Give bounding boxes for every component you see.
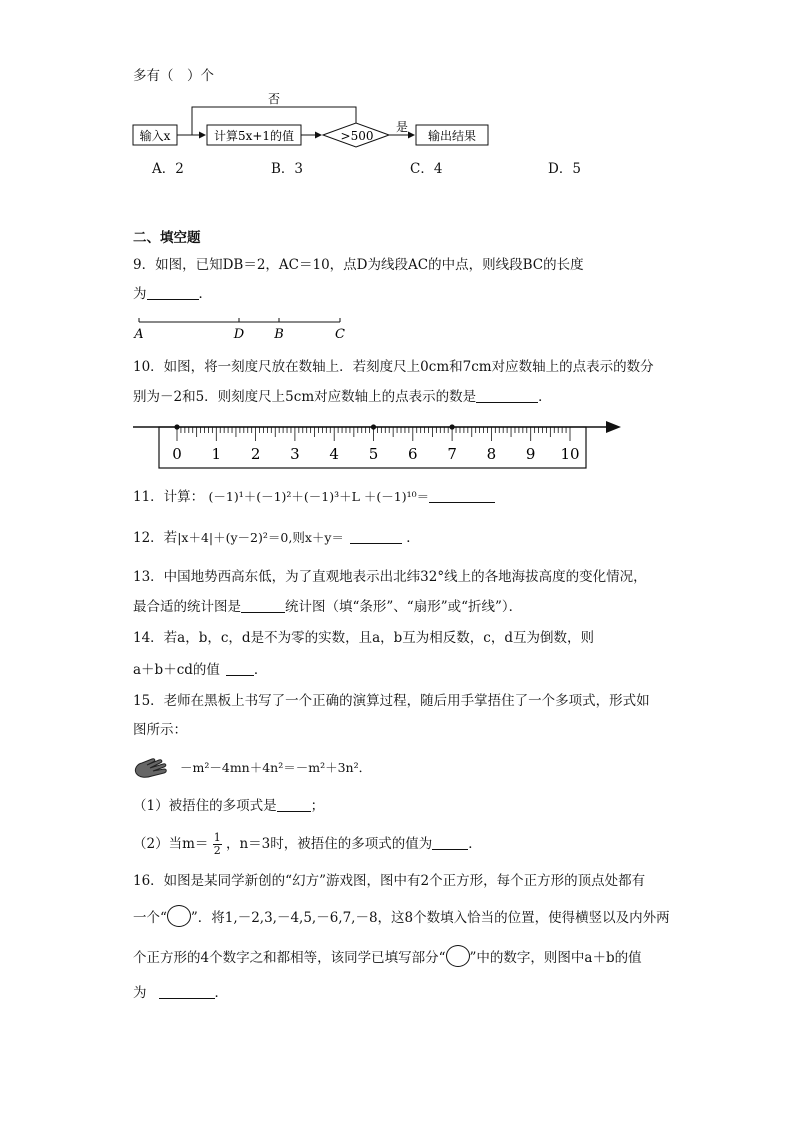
q8-option-c: C．4	[410, 161, 443, 177]
ruler-label-3: 3	[290, 445, 300, 463]
q16-answer-blank[interactable]	[159, 984, 215, 999]
q9-point-d: D	[233, 327, 245, 342]
q16-line4-prefix: 为	[133, 985, 147, 1001]
q13-line2-suffix: 统计图（填“条形”、“扇形”或“折线”）．	[285, 599, 523, 615]
ruler-dot-0	[174, 424, 179, 429]
q12-line	[133, 529, 420, 547]
q10-line2-suffix: ．	[538, 389, 552, 405]
ruler-dot-7	[450, 424, 455, 429]
q11-line	[133, 488, 495, 506]
q9-point-a: A	[134, 327, 144, 342]
q16-line2-a: 一个“	[133, 910, 167, 926]
q9-point-c: C	[335, 327, 345, 342]
q10-line1: 10．如图，将一刻度尺放在数轴上．若刻度尺上0cm和7cm对应数轴上的点表示的数分	[133, 359, 654, 375]
flow-output-label: 输出结果	[427, 129, 477, 143]
q14-line1: 14．若a，b，c，d是不为零的实数，且a，b互为相反数，c，d互为倒数，则	[133, 630, 594, 646]
q15-fraction	[213, 832, 222, 857]
q11-answer-blank[interactable]	[429, 488, 495, 503]
q15-frac-num: 1	[213, 831, 221, 844]
hand-icon	[132, 755, 180, 781]
q13-line1: 13．中国地势西高东低，为了直观地表示出北纬32°线上的各地海拔高度的变化情况，	[133, 569, 647, 585]
ruler-label-9: 9	[525, 445, 536, 463]
number-line-arrow-icon	[606, 421, 621, 433]
q11-prefix: 11．计算：	[133, 489, 205, 505]
q13-line2-prefix: 最合适的统计图是	[133, 599, 241, 615]
q8-option-d: D．5	[548, 161, 581, 177]
q10-line2	[133, 388, 552, 406]
q15-line1: 15．老师在黑板上书写了一个正确的演算过程，随后用手掌捂住了一个多项式，形式如	[133, 693, 650, 709]
q16-line2-b: ”．将1,－2,3,－4,5,－6,7,－8，这8个数填入恰当的位置，使得横竖以及内外两	[190, 910, 670, 926]
q16-line3-a: 个正方形的4个数字之和都相等，该同学已填写部分“	[133, 950, 446, 966]
q9-line2-suffix: ．	[198, 286, 212, 302]
q16-line1: 16．如图是某同学新创的“幻方”游戏图，图中有2个正方形，每个正方形的顶点处都有	[133, 873, 646, 889]
q10-line2-prefix: 别为－2和5．则刻度尺上5cm对应数轴上的点表示的数是	[133, 389, 477, 405]
flow-no-label: 否	[267, 92, 281, 106]
q15-sub1	[133, 797, 324, 815]
q11-expression: (－1)¹＋(－1)²＋(－1)³＋L ＋(－1)¹⁰＝	[208, 489, 430, 504]
q9-point-b: B	[274, 327, 284, 342]
flow-compute-label: 计算5x+1的值	[213, 129, 295, 143]
q10-ruler-figure	[0, 415, 794, 475]
q12-answer-blank[interactable]	[350, 529, 402, 544]
ruler-label-10: 10	[560, 445, 580, 463]
q14-answer-blank[interactable]	[226, 661, 254, 676]
q16-line3-b: ”中的数字，则图中a＋b的值	[469, 950, 642, 966]
flow-input-label: 输入x	[139, 129, 171, 143]
q9-line1: 9．如图，已知DB＝2，AC＝10，点D为线段AC的中点，则线段BC的长度	[133, 257, 584, 273]
ruler-label-8: 8	[486, 445, 497, 463]
ruler-label-4: 4	[329, 445, 339, 463]
section-heading: 二、填空题	[133, 230, 201, 246]
flow-yes-label: 是	[395, 120, 409, 134]
q15-sub1-prefix: （1）被捂住的多项式是	[133, 798, 277, 814]
q15-frac-den: 2	[213, 844, 221, 857]
q12-expression: |x＋4|＋(y－2)²＝0,则x＋y＝	[177, 530, 344, 545]
q8-option-b: B．3	[271, 161, 304, 177]
q10-answer-blank[interactable]	[476, 388, 538, 403]
q15-sub2-suffix: ．	[468, 836, 482, 852]
q12-prefix: 12．若	[133, 530, 178, 546]
circle-icon	[167, 905, 191, 927]
ruler-label-2: 2	[250, 445, 261, 463]
flowchart	[0, 85, 794, 245]
q8-option-a: A．2	[152, 161, 184, 177]
q16-line3	[133, 945, 642, 967]
ruler-label-6: 6	[408, 445, 418, 463]
circle-icon	[446, 945, 470, 967]
q9-segment-figure	[0, 314, 794, 344]
q14-line2-suffix: ．	[253, 662, 268, 678]
flow-decision-label: >500	[340, 129, 374, 143]
q15-sub2-prefix: （2）当m＝	[133, 836, 209, 852]
q13-answer-blank[interactable]	[241, 598, 285, 613]
ruler-label-7: 7	[447, 445, 457, 463]
q9-answer-blank[interactable]	[147, 285, 199, 300]
q15-sub1-suffix: ；	[310, 798, 325, 814]
q14-line2	[133, 661, 267, 679]
q15-sub2-blank[interactable]	[432, 835, 468, 850]
q9-line2-prefix: 为	[133, 286, 147, 302]
ruler-label-1: 1	[211, 445, 222, 463]
ruler-label-5: 5	[368, 445, 379, 463]
q13-line2	[133, 598, 522, 616]
q8-tail: 多有（ ）个	[133, 68, 214, 84]
q12-suffix: ．	[406, 530, 420, 546]
q15-sub2-mid: ，n＝3时，被捂住的多项式的值为	[225, 836, 433, 852]
q16-line4-suffix: ．	[214, 985, 228, 1001]
q15-formula: －m²－4mn＋4n²＝－m²＋3n²．	[180, 760, 372, 775]
q9-line2	[133, 285, 212, 303]
q15-sub2	[133, 829, 482, 859]
q15-sub1-blank[interactable]	[277, 797, 311, 812]
q14-line2-prefix: a＋b＋cd的值	[133, 662, 220, 678]
q16-line4	[133, 984, 228, 1002]
q16-line2	[133, 905, 670, 927]
ruler-dot-5	[371, 424, 376, 429]
q15-line2: 图所示：	[133, 722, 187, 738]
ruler-label-0: 0	[172, 445, 182, 463]
